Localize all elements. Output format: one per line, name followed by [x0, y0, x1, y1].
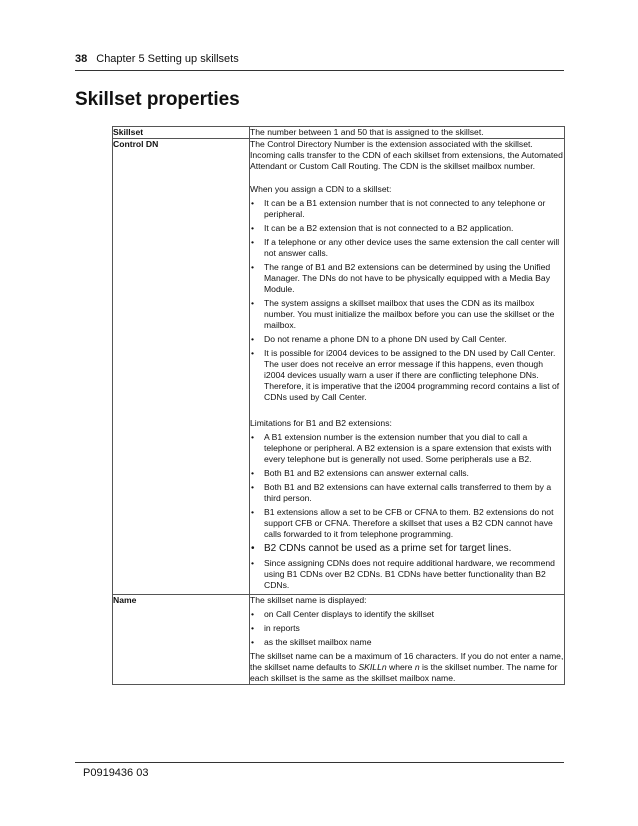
assign-bullet-list [250, 198, 564, 403]
list-item: • on Call Center displays to identify the skillset [250, 609, 564, 620]
page-number: 38 [75, 53, 88, 65]
list-item: • It is possible for i2004 devices to be assigned to the DN used by Call Center. The user does not receive an error message if this happens, even though i2004 devices usually warn a user if there are conflicting telephone DNs. Therefore, it is imperative that the i2004 programming record contains a list of CDNs used by Call Center. [250, 348, 564, 403]
limits-heading: Limitations for B1 and B2 extensions: [250, 418, 392, 428]
list-item: • The range of B1 and B2 extensions can be determined by using the Unified Manager. The DNs do not have to be physically equipped with a Media Bay Module. [250, 262, 564, 295]
list-item: • B2 CDNs cannot be used as a prime set for target lines. [250, 543, 564, 555]
term-control-dn: Control DN [113, 139, 250, 595]
list-item: • Both B1 and B2 extensions can have external calls transferred to them by a third person. [250, 482, 564, 504]
chapter-title: Chapter 5 Setting up skillsets [96, 53, 239, 65]
limits-bullet-list [250, 432, 564, 591]
list-item: • as the skillset mailbox name [250, 637, 564, 648]
closing-text: The skillset name can be a maximum of 16 characters. If you do not enter a name, the skillset name defaults to [250, 651, 564, 672]
document-number: P0919436 03 [83, 767, 149, 779]
desc-name [250, 595, 565, 685]
list-item: • Since assigning CDNs does not require additional hardware, we recommend using B1 CDNs over B2 CDNs. B1 CDNs have better functionality than B2 CDNs. [250, 558, 564, 591]
table-row-control-dn [113, 139, 565, 595]
list-item: • The system assigns a skillset mailbox that uses the CDN as its mailbox number. You must initialize the mailbox before you can use the skillset or the mailbox. [250, 298, 564, 331]
page-title: Skillset properties [75, 89, 240, 110]
list-item: • It can be a B1 extension number that is not connected to any telephone or peripheral. [250, 198, 564, 220]
closing-emphasis: SKILLn [358, 662, 387, 672]
list-item: • Do not rename a phone DN to a phone DN used by Call Center. [250, 334, 564, 345]
page-header [75, 53, 239, 66]
header-rule [75, 70, 564, 71]
list-item: • If a telephone or any other device uses the same extension the call center will not answer calls. [250, 237, 564, 259]
list-item: • It can be a B2 extension that is not connected to a B2 application. [250, 223, 564, 234]
table-row-name [113, 595, 565, 685]
name-intro: The skillset name is displayed: [250, 595, 367, 605]
desc-control-dn [250, 139, 565, 595]
footer-rule [75, 762, 564, 763]
closing-emphasis: n [414, 662, 420, 672]
closing-text: where [386, 662, 415, 672]
skillset-properties-table [112, 126, 565, 685]
control-dn-intro: The Control Directory Number is the extension associated with the skillset. Incoming calls transfer to the CDN of each skillset from extensions, the Automated Attendant or Custom Call Routing. The CDN is the skillset mailbox number. [250, 139, 563, 171]
term-skillset: Skillset [113, 127, 250, 139]
desc-skillset [250, 127, 565, 139]
list-item: • in reports [250, 623, 564, 634]
list-item: • B1 extensions allow a set to be CFB or CFNA to them. B2 extensions do not support CFB or CFNA. Therefore a skillset that uses a B2 CDN cannot have calls forwarded to it from telephone programming. [250, 507, 564, 540]
name-bullet-list [250, 609, 564, 648]
term-name: Name [113, 595, 250, 685]
assign-heading: When you assign a CDN to a skillset: [250, 184, 392, 194]
skillset-description: The number between 1 and 50 that is assigned to the skillset. [250, 127, 484, 137]
list-item: • A B1 extension number is the extension number that you dial to call a telephone or peripheral. A B2 extension is a spare extension that exists with every telephone but is generally not used. Some peripherals use a B2. [250, 432, 564, 465]
closing-text: is the skillset number. The name for each skillset is the same as the skillset mailbox name. [250, 662, 558, 683]
name-closing [250, 651, 564, 684]
table-row-skillset [113, 127, 565, 139]
list-item: • Both B1 and B2 extensions can answer external calls. [250, 468, 564, 479]
